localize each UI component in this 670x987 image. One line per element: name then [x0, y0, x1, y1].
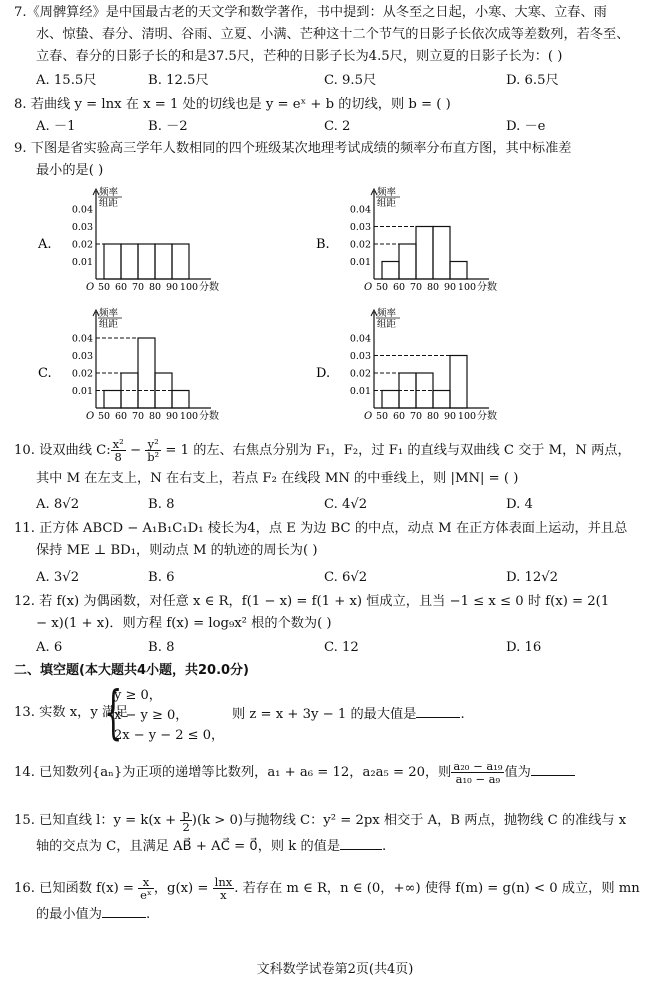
- y-axis-label-bottom: 组距: [99, 198, 119, 209]
- q12-options: [36, 639, 660, 657]
- q15-line2: 轴的交点为 C，且满足 AB⃗ + AC⃗ = 0⃗，则 k 的值是 .: [36, 836, 662, 856]
- q15-paren-close: ): [191, 813, 197, 828]
- histogram-bar: [121, 244, 138, 279]
- q16-g-den: x: [220, 888, 227, 902]
- x-tick-label: 80: [426, 411, 440, 422]
- q10-prefix: 10. 设双曲线 C:: [14, 443, 111, 458]
- q16-f-num: x: [138, 876, 154, 889]
- y-tick-label: 0.03: [349, 222, 371, 233]
- x-tick-label: 50: [375, 411, 389, 422]
- x-tick-label: 50: [375, 282, 389, 293]
- y-axis-label-bottom: 组距: [377, 319, 397, 330]
- q10-frac-y-den: b²: [147, 450, 160, 464]
- q16-answer-blank[interactable]: [102, 904, 146, 918]
- q7-option-b: B. 12.5尺: [148, 73, 209, 88]
- histogram-bar: [433, 227, 450, 280]
- histogram-c: [38, 304, 238, 422]
- panel-label: D.: [316, 366, 331, 381]
- q10-line1: [14, 438, 662, 463]
- q11-option-b: B. 6: [148, 570, 175, 585]
- x-tick-label: 60: [392, 411, 406, 422]
- q16-f-frac: [138, 876, 154, 901]
- x-tick-label: 90: [165, 411, 179, 422]
- q13-answer-blank[interactable]: [416, 704, 460, 718]
- q7-line2: 水、惊蛰、春分、清明、谷雨、立夏、小满、芒种这十二个节气的日影子长依次成等差数列，若冬至、: [36, 27, 630, 42]
- q15-mid: (k > 0)与抛物线 C：y² = 2px 相交于 A，B 两点，抛物线 C 的准线与 x: [196, 813, 627, 828]
- q12-option-a: A. 6: [36, 640, 63, 655]
- x-tick-label: 70: [409, 282, 423, 293]
- y-tick-label: 0.03: [71, 222, 93, 233]
- y-tick-label: 0.03: [349, 351, 371, 362]
- y-tick-label: 0.04: [71, 333, 93, 345]
- y-axis-label-top: 频率: [99, 308, 119, 319]
- histogram-bar: [450, 262, 467, 280]
- y-tick-label: 0.02: [349, 239, 371, 251]
- x-axis-unit: 分数: [477, 411, 497, 422]
- q14-frac-num: a₂₀ − a₁₉: [453, 759, 503, 773]
- q7-line3: 立春、春分的日影子长的和是37.5尺，芒种的日影子长为4.5尺，则立夏的日影子长为：( ): [36, 49, 563, 64]
- origin-label: O: [364, 411, 373, 422]
- q8-option-d: D. －e: [506, 119, 546, 134]
- y-tick-label: 0.02: [71, 239, 93, 251]
- q12-line2: − x)(1 + x)．则方程 f(x) = log₉x² 根的个数为( ): [36, 616, 332, 631]
- q13-system: [114, 686, 224, 746]
- q14-frac: [451, 760, 504, 785]
- q10-option-b: B. 8: [148, 497, 175, 512]
- x-tick-label: 90: [443, 282, 457, 293]
- q11-options: [36, 569, 660, 587]
- q10-frac-y-num: y²: [145, 438, 161, 451]
- histogram-svg: [316, 304, 516, 422]
- x-tick-label: 90: [165, 282, 179, 293]
- x-tick-label: 70: [131, 282, 145, 293]
- page-footer: 文科数学试卷第2页(共4页): [256, 962, 414, 977]
- histogram-b: [316, 183, 516, 293]
- q13-prefix: 13. 实数 x，y 满足: [14, 705, 129, 720]
- q7-options: [36, 72, 660, 90]
- histogram-bar: [433, 391, 450, 409]
- q15-frac: [180, 808, 191, 833]
- q16-g-frac: [213, 876, 235, 901]
- histogram-bar: [399, 244, 416, 279]
- x-tick-label: 90: [443, 411, 457, 422]
- x-tick-label: 50: [97, 282, 111, 293]
- q16-rest: . 若存在 m ∈ R，n ∈ (0，+∞) 使得 f(m) = g(n) < 0 成立，则 mn: [234, 881, 640, 896]
- y-tick-label: 0.01: [71, 386, 93, 397]
- x-tick-label: 100: [457, 282, 477, 293]
- panel-label: C.: [38, 366, 52, 381]
- histogram-bar: [172, 244, 189, 279]
- section-2-heading: 二、填空题(本大题共4小题，共20.0分): [14, 663, 250, 678]
- x-tick-label: 80: [148, 411, 162, 422]
- q9-line2: 最小的是( ): [36, 163, 104, 178]
- q10-option-d: D. 4: [506, 497, 533, 512]
- x-tick-label: 100: [179, 411, 199, 422]
- x-axis-unit: 分数: [199, 282, 219, 293]
- q13-brace: {: [104, 678, 123, 746]
- q13-suffix: 则 z = x + 3y − 1 的最大值是: [232, 707, 417, 722]
- q14-prefix: 14. 已知数列{aₙ}为正项的递增等比数列，a₁ + a₆ = 12，a₂a₅ = 20，则: [14, 765, 452, 780]
- q16-line2-text: 的最小值为: [36, 907, 102, 922]
- q7-line1: 7.《周髀算经》是中国最古老的天文学和数学著作，书中提到：从冬至之日起，小寒、大寒、立春、雨: [14, 5, 607, 20]
- q11-option-d: D. 12√2: [506, 570, 559, 585]
- y-axis-label-bottom: 组距: [99, 319, 119, 330]
- origin-label: O: [364, 282, 373, 293]
- x-tick-label: 80: [426, 282, 440, 293]
- q10-frac-y: [145, 438, 161, 463]
- q8-option-b: B. －2: [148, 119, 188, 134]
- histogram-svg: [38, 304, 238, 422]
- x-axis-unit: 分数: [477, 282, 497, 293]
- q10-rest: = 1 的左、右焦点分别为 F₁，F₂，过 F₁ 的直线与双曲线 C 交于 M，N 两点，: [161, 443, 631, 458]
- y-tick-label: 0.03: [71, 351, 93, 362]
- q13-constraint-2: x − y ≥ 0，: [114, 708, 189, 723]
- q14-answer-blank[interactable]: [531, 762, 575, 776]
- y-axis-label-top: 频率: [377, 308, 397, 319]
- q10-options: [36, 496, 660, 514]
- q15-frac-num: p: [182, 807, 190, 821]
- q15-prefix: 15. 已知直线 l：y = k: [14, 813, 149, 828]
- x-axis-unit: 分数: [199, 411, 219, 422]
- y-tick-label: 0.01: [349, 257, 371, 268]
- q10-option-a: A. 8√2: [36, 497, 80, 512]
- y-axis-label-top: 频率: [99, 187, 119, 198]
- y-tick-label: 0.04: [349, 333, 371, 345]
- histogram-bar: [104, 391, 121, 409]
- q11-line1: 11. 正方体 ABCD − A₁B₁C₁D₁ 棱长为4，点 E 为边 BC 的中点，动点 M 在正方体表面上运动，并且总: [14, 521, 628, 536]
- histogram-bar: [382, 391, 399, 409]
- x-tick-label: 60: [114, 282, 128, 293]
- y-tick-label: 0.01: [349, 386, 371, 397]
- q16-mid1: ，g(x) =: [153, 881, 213, 896]
- q14-line: [14, 760, 662, 785]
- q15-line1: [14, 808, 662, 833]
- q8-options: [36, 118, 660, 136]
- q7-option-a: A. 15.5尺: [36, 73, 97, 88]
- q10-line2: 其中 M 在左支上，N 在右支上，若点 F₂ 在线段 MN 的中垂线上，则 |MN| = ( ): [36, 471, 519, 486]
- q15-paren-open: (x +: [148, 813, 181, 828]
- q16-g-num: lnx: [214, 875, 233, 889]
- q12-option-b: B. 8: [148, 640, 175, 655]
- q7-option-c: C. 9.5尺: [324, 73, 377, 88]
- q8-option-a: A. －1: [36, 119, 76, 134]
- q8-option-c: C. 2: [324, 119, 351, 134]
- q13-constraint-1: y ≥ 0，: [114, 688, 162, 703]
- q10-option-c: C. 4√2: [324, 497, 368, 512]
- histogram-bar: [382, 262, 399, 280]
- histogram-svg: [316, 183, 516, 293]
- panel-label: B.: [316, 237, 330, 252]
- x-tick-label: 70: [131, 411, 145, 422]
- origin-label: O: [86, 411, 95, 422]
- histogram-bar: [104, 244, 121, 279]
- q15-answer-blank[interactable]: [340, 836, 382, 850]
- q15-line2-text: 轴的交点为 C，且满足 AB⃗ + AC⃗ = 0⃗，则 k 的值是: [36, 839, 341, 854]
- q11-line2: 保持 ME ⊥ BD₁，则动点 M 的轨迹的周长为( ): [36, 543, 318, 558]
- x-tick-label: 50: [97, 411, 111, 422]
- y-tick-label: 0.02: [349, 368, 371, 380]
- q13-constraint-3: 2x − y − 2 ≤ 0，: [114, 728, 224, 743]
- y-axis-label-top: 频率: [377, 187, 397, 198]
- histogram-svg: [38, 183, 238, 293]
- q10-frac-x: [111, 438, 126, 463]
- q10-minus: −: [125, 443, 146, 458]
- q15-frac-den: 2: [182, 820, 190, 834]
- q7-option-d: D. 6.5尺: [506, 73, 559, 88]
- histogram-a: [38, 183, 238, 293]
- histogram-bar: [138, 244, 155, 279]
- q10-frac-x-num: x²: [112, 437, 124, 451]
- q14-suffix: 值为: [504, 765, 531, 780]
- q10-frac-x-den: 8: [114, 450, 122, 464]
- y-tick-label: 0.04: [71, 204, 93, 216]
- y-tick-label: 0.01: [71, 257, 93, 268]
- q12-option-d: D. 16: [506, 640, 542, 655]
- q12-option-c: C. 12: [324, 640, 359, 655]
- histogram-bar: [155, 244, 172, 279]
- y-axis-label-bottom: 组距: [377, 198, 397, 209]
- q14-frac-den: a₁₀ − a₉: [455, 772, 501, 786]
- q13-suffix-wrap: 则 z = x + 3y − 1 的最大值是 .: [232, 704, 465, 724]
- y-tick-label: 0.04: [349, 204, 371, 216]
- histogram-bar: [450, 356, 467, 409]
- q16-line1: [14, 876, 662, 901]
- x-tick-label: 60: [392, 282, 406, 293]
- q11-option-a: A. 3√2: [36, 570, 80, 585]
- x-tick-label: 60: [114, 411, 128, 422]
- x-tick-label: 100: [179, 282, 199, 293]
- q12-line1: 12. 若 f(x) 为偶函数，对任意 x ∈ R，f(1 − x) = f(1 + x) 恒成立，且当 −1 ≤ x ≤ 0 时 f(x) = 2(1: [14, 594, 610, 609]
- q9-line1: 9. 下图是省实验高三学年人数相同的四个班级某次地理考试成绩的频率分布直方图，其中标准差: [14, 141, 572, 156]
- q11-option-c: C. 6√2: [324, 570, 368, 585]
- panel-label: A.: [38, 237, 52, 252]
- origin-label: O: [86, 282, 95, 293]
- q8-line1: 8. 若曲线 y = lnx 在 x = 1 处的切线也是 y = eˣ + b 的切线，则 b = ( ): [14, 97, 451, 112]
- q16-line2: 的最小值为 .: [36, 904, 662, 924]
- y-tick-label: 0.02: [71, 368, 93, 380]
- histogram-bar: [172, 391, 189, 409]
- x-tick-label: 80: [148, 282, 162, 293]
- histogram-bar: [138, 338, 155, 408]
- x-tick-label: 70: [409, 411, 423, 422]
- x-tick-label: 100: [457, 411, 477, 422]
- histogram-bar: [416, 227, 433, 280]
- q16-prefix: 16. 已知函数 f(x) =: [14, 881, 139, 896]
- q16-f-den: eˣ: [140, 888, 152, 902]
- histogram-d: [316, 304, 516, 422]
